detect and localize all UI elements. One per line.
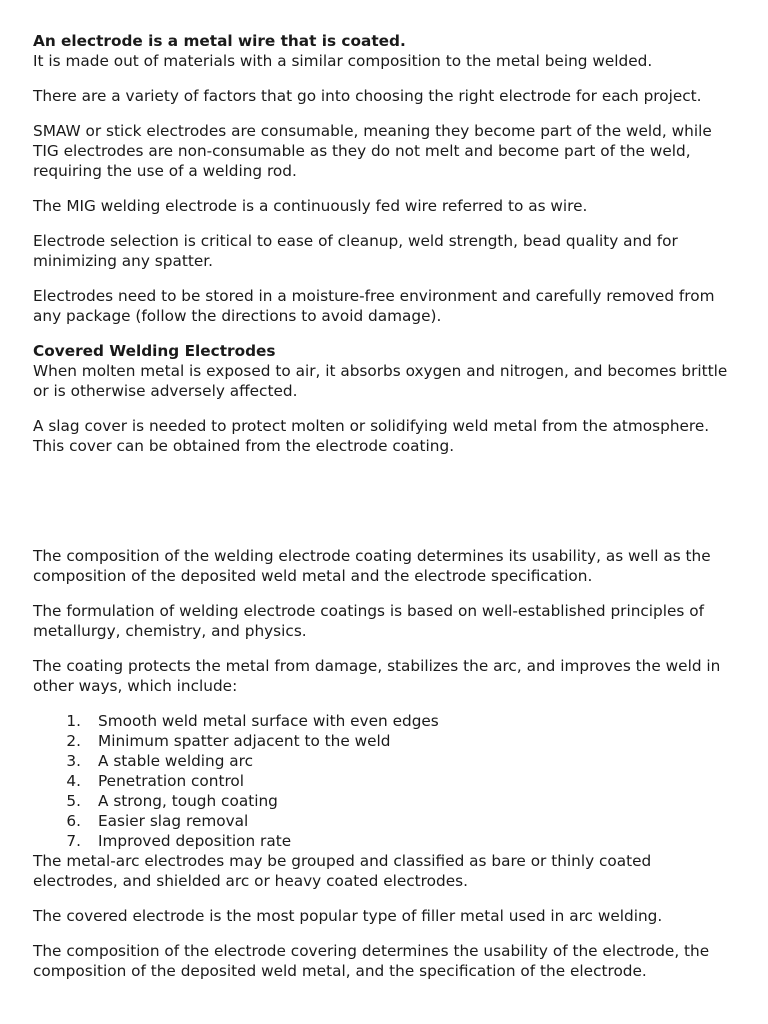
section-electrode-intro	[33, 31, 738, 71]
list-item	[33, 811, 738, 831]
list-number: 2.	[66, 732, 81, 750]
paragraph: Electrode selection is critical to ease of cleanup, weld strength, bead quality and for minimizing any spatter.	[33, 232, 678, 270]
list-item	[33, 751, 738, 771]
paragraph: The MIG welding electrode is a continuously fed wire referred to as wire.	[33, 197, 588, 215]
list-item	[33, 831, 738, 851]
paragraph: It is made out of materials with a similar composition to the metal being welded.	[33, 52, 653, 70]
paragraph: The composition of the electrode covering determines the usability of the electrode, the composition of the deposited weld metal, and the specification of the electrode.	[33, 942, 710, 980]
paragraph: The formulation of welding electrode coatings is based on well-established principles of metallurgy, chemistry, and physics.	[33, 602, 705, 640]
list-text: A strong, tough coating	[98, 792, 278, 810]
list-item	[33, 731, 738, 751]
list-item	[33, 771, 738, 791]
paragraph: The metal-arc electrodes may be grouped and classified as bare or thinly coated electrodes, and shielded arc or heavy coated electrodes.	[33, 852, 652, 890]
paragraph: The composition of the welding electrode coating determines its usability, as well as the composition of the deposited weld metal and the electrode specification.	[33, 547, 711, 585]
document-page	[33, 31, 738, 996]
paragraph: Electrodes need to be stored in a moisture-free environment and carefully removed from any package (follow the directions to avoid damage).	[33, 287, 715, 325]
list-number: 6.	[66, 812, 81, 830]
list-text: Minimum spatter adjacent to the weld	[98, 732, 391, 750]
list-text: Smooth weld metal surface with even edges	[98, 712, 439, 730]
list-text: Penetration control	[98, 772, 245, 790]
paragraph: The covered electrode is the most popular type of filler metal used in arc welding.	[33, 907, 663, 925]
coating-benefits-list	[33, 711, 738, 851]
list-text: Improved deposition rate	[98, 832, 292, 850]
list-number: 5.	[66, 792, 81, 810]
list-text: A stable welding arc	[98, 752, 254, 770]
list-text: Easier slag removal	[98, 812, 249, 830]
paragraph: The coating protects the metal from damage, stabilizes the arc, and improves the weld in other ways, which include:	[33, 657, 721, 695]
list-number: 7.	[66, 832, 81, 850]
list-item	[33, 791, 738, 811]
list-number: 4.	[66, 772, 81, 790]
blank-space	[33, 471, 738, 546]
list-number: 1.	[66, 712, 81, 730]
paragraph: When molten metal is exposed to air, it absorbs oxygen and nitrogen, and becomes brittle or is otherwise adversely affected.	[33, 362, 728, 400]
paragraph: A slag cover is needed to protect molten or solidifying weld metal from the atmosphere. This cover can be obtained from the electrode coating.	[33, 417, 710, 455]
list-number: 3.	[66, 752, 81, 770]
section-covered-electrodes	[33, 341, 738, 401]
section-heading: An electrode is a metal wire that is coated.	[33, 32, 406, 50]
paragraph: There are a variety of factors that go into choosing the right electrode for each project.	[33, 87, 702, 105]
list-item	[33, 711, 738, 731]
paragraph: SMAW or stick electrodes are consumable, meaning they become part of the weld, while TIG electrodes are non-consumable as they do not melt and become part of the weld, requiring the use of a welding rod.	[33, 122, 712, 180]
section-heading: Covered Welding Electrodes	[33, 342, 276, 360]
